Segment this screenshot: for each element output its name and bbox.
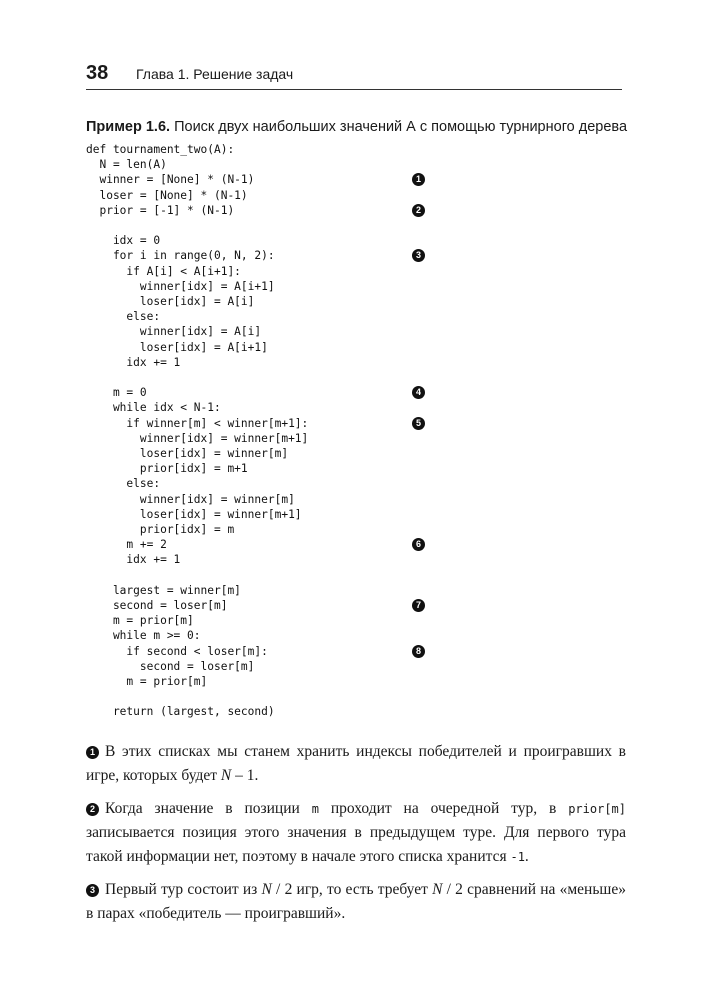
callout-marker-3: 3 [412,249,425,262]
code-line: m = 0 [86,386,147,400]
code-line: loser[idx] = winner[m+1] [86,507,302,521]
chapter-title: Глава 1. Решение задач [136,66,294,82]
code-line: loser[idx] = A[i] [86,295,255,308]
code-line: if winner[m] < winner[m+1]: [86,416,309,430]
code-line: loser[idx] = A[i+1] [86,340,268,354]
math-variable: N [432,881,443,898]
note-text: – 1. [231,767,259,784]
note-marker: 1 [86,746,99,759]
code-line: return (largest, second) [86,705,275,719]
callout-marker-6: 6 [412,538,425,551]
note-marker: 3 [86,884,99,897]
code-line: idx = 0 [86,234,161,248]
code-line: winner[idx] = A[i+1] [86,279,275,293]
note-text: проходит на очередной тур, в [318,800,569,817]
example-label: Пример 1.6. [86,119,171,135]
code-line: idx += 1 [86,553,181,567]
code-line: largest = winner[m] [86,583,241,597]
code-notes [86,740,626,935]
running-header [86,60,622,90]
code-line: winner[idx] = A[i] [86,325,262,339]
code-line: winner = [None] * (N-1) [86,173,255,187]
callout-marker-4: 4 [412,386,425,399]
code-line: m = prior[m] [86,675,208,688]
code-line: loser = [None] * (N-1) [86,188,248,202]
note-text: В этих списках мы станем хранить индексы победителей и проигравших в игре, которых будет [86,743,626,784]
inline-code: m [311,802,319,816]
inline-code: prior[m] [568,802,626,816]
code-line: def tournament_two(A): [86,143,235,156]
note-text: / 2 игр, то есть требует [271,881,433,898]
code-line: if A[i] < A[i+1]: [86,264,241,278]
callout-marker-7: 7 [412,599,425,612]
code-line: while idx < N-1: [86,401,221,415]
code-line: winner[idx] = winner[m+1] [86,431,309,445]
note-text: . [524,848,529,865]
code-line: else: [86,310,161,324]
code-line: else: [86,477,161,491]
code-line: loser[idx] = winner[m] [86,447,289,460]
header-rule [86,89,622,90]
example-caption [86,117,626,137]
code-line: prior[idx] = m [86,523,235,536]
note-2 [86,797,626,869]
code-line: prior = [-1] * (N-1) [86,203,235,217]
code-line: second = loser[m] [86,599,228,612]
callout-marker-5: 5 [412,417,425,430]
code-line: m += 2 [86,538,167,552]
code-line: winner[idx] = winner[m] [86,492,295,506]
code-line: m = prior[m] [86,614,194,628]
code-line: for i in range(0, N, 2): [86,249,275,263]
callout-marker-8: 8 [412,645,425,658]
callout-marker-2: 2 [412,204,425,217]
code-line: idx += 1 [86,355,181,369]
note-text: Когда значение в позиции [105,800,312,817]
note-1 [86,740,626,788]
code-line: if second < loser[m]: [86,644,268,658]
note-text: записывается позиция этого значения в предыдущем туре. Для первого тура такой информации нет, поэтому в начале этого списка хранится [86,824,626,865]
page-number: 38 [86,62,109,84]
math-variable: N [220,767,232,784]
note-3 [86,878,626,926]
note-text: Первый тур состоит из [105,881,262,898]
note-text: / 2 сравнений на «меньше» в парах «победитель — проигравший». [86,881,626,922]
code-line: N = len(A) [86,158,167,172]
math-variable: N [261,881,272,898]
note-marker: 2 [86,803,99,816]
callout-marker-1: 1 [412,173,425,186]
inline-code: -1 [510,850,525,864]
code-line: while m >= 0: [86,629,201,643]
code-line: second = loser[m] [86,659,255,673]
example-title: Поиск двух наибольших значений А с помощью турнирного дерева [174,119,628,135]
code-line: prior[idx] = m+1 [86,462,248,476]
